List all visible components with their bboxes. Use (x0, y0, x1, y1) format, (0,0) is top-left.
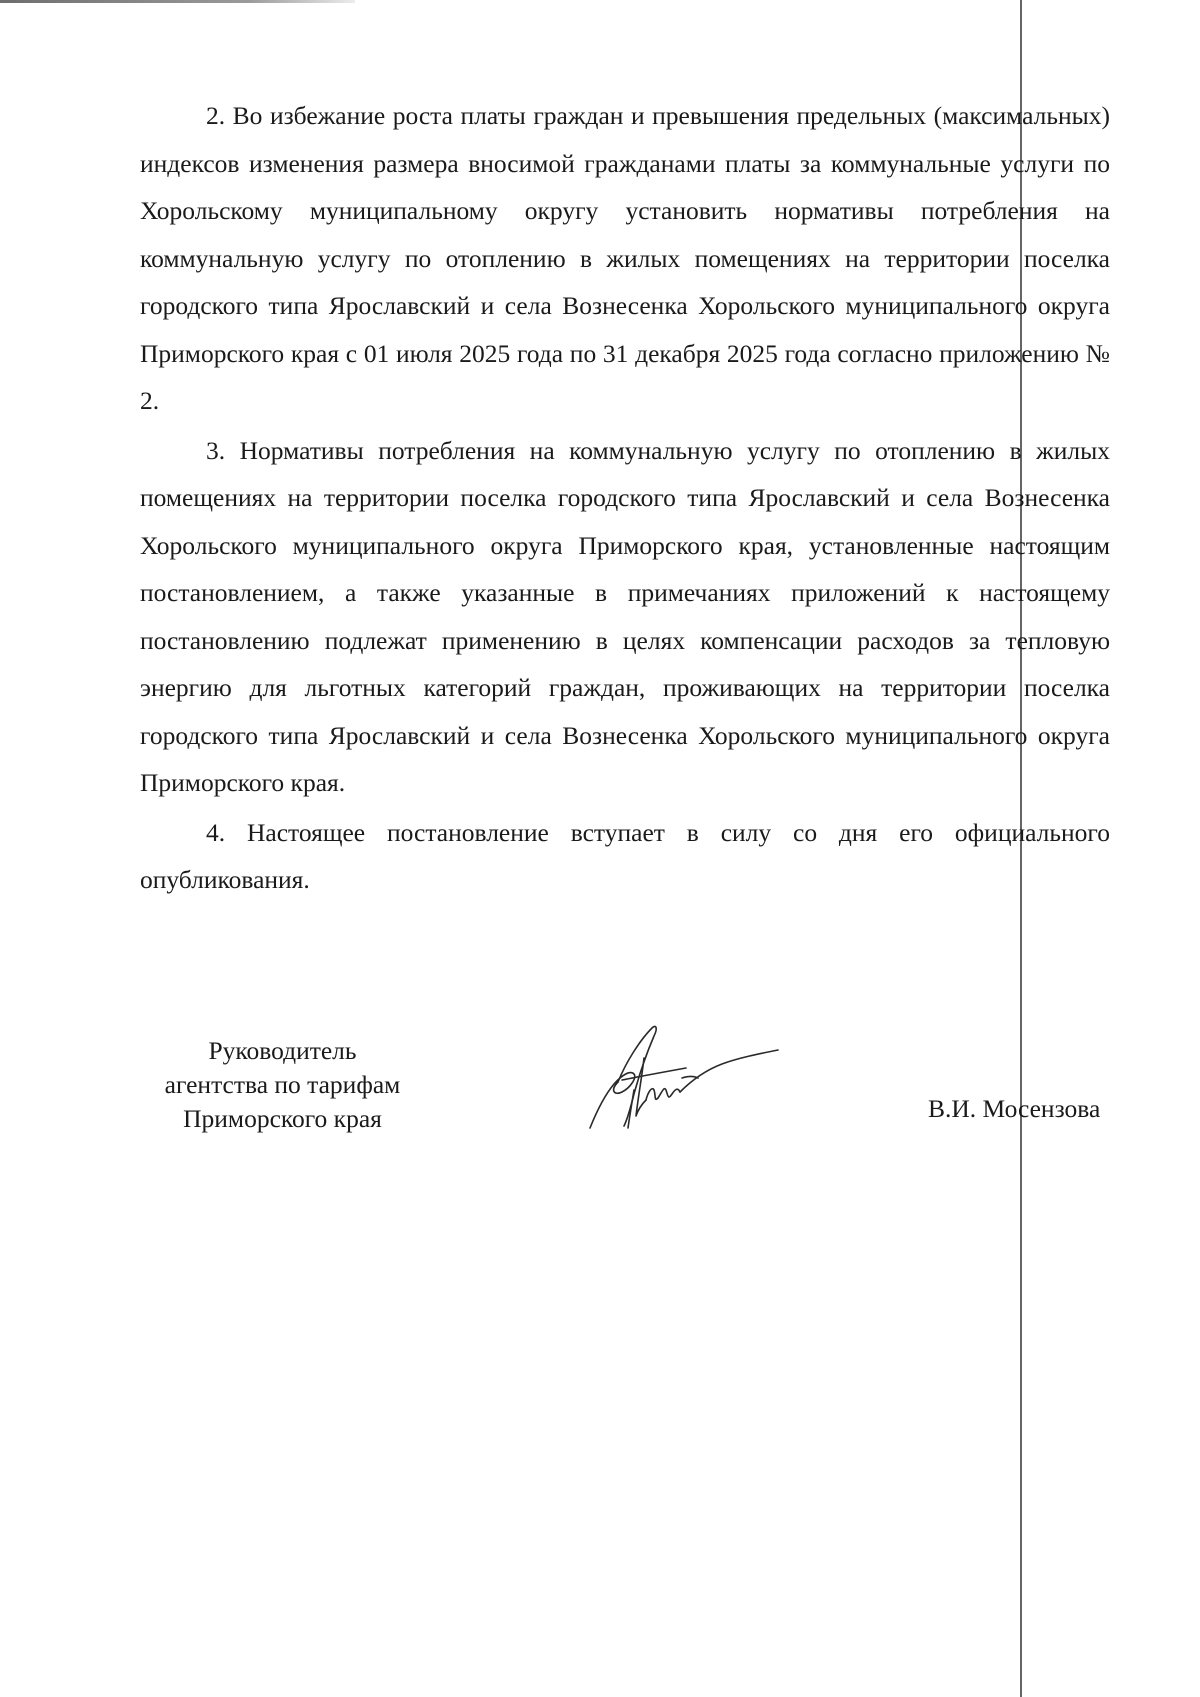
document-body (140, 92, 1110, 904)
signatory-position (130, 1034, 435, 1136)
scan-edge-mark (0, 0, 355, 3)
signer-name: В.И. Мосензова (928, 1094, 1101, 1123)
handwritten-signature (582, 1018, 782, 1138)
position-line: Руководитель (208, 1036, 357, 1065)
paragraph-2: 2. Во избежание роста платы граждан и превышения предельных (максимальных) индексов изменения размера вносимой гражданами платы за коммунальные услуги по Хорольскому муниципальному округу установить нормативы потребления на коммунальную услугу по отоплению в жилых помещениях на территории поселка городского типа Ярославский и села Вознесенка Хорольского муниципального округа Приморского края с 01 июля 2025 года по 31 декабря 2025 года согласно приложению № 2. (140, 101, 1110, 415)
position-line: Приморского края (183, 1104, 382, 1133)
position-line: агентства по тарифам (164, 1070, 401, 1099)
paragraph-4: 4. Настоящее постановление вступает в силу со дня его официального опубликования. (140, 817, 1110, 894)
paragraph-3: 3. Нормативы потребления на коммунальную услугу по отоплению в жилых помещениях на территории поселка городского типа Ярославский и села Вознесенка Хорольского муниципального округа Приморского края, установленные настоящим постановлением, а также указанные в примечаниях приложений к настоящему постановлению подлежат применению в целях компенсации расходов за тепловую энергию для льготных категорий граждан, проживающих на территории поселка городского типа Ярославский и села Вознесенка Хорольского муниципального округа Приморского края. (140, 435, 1110, 797)
